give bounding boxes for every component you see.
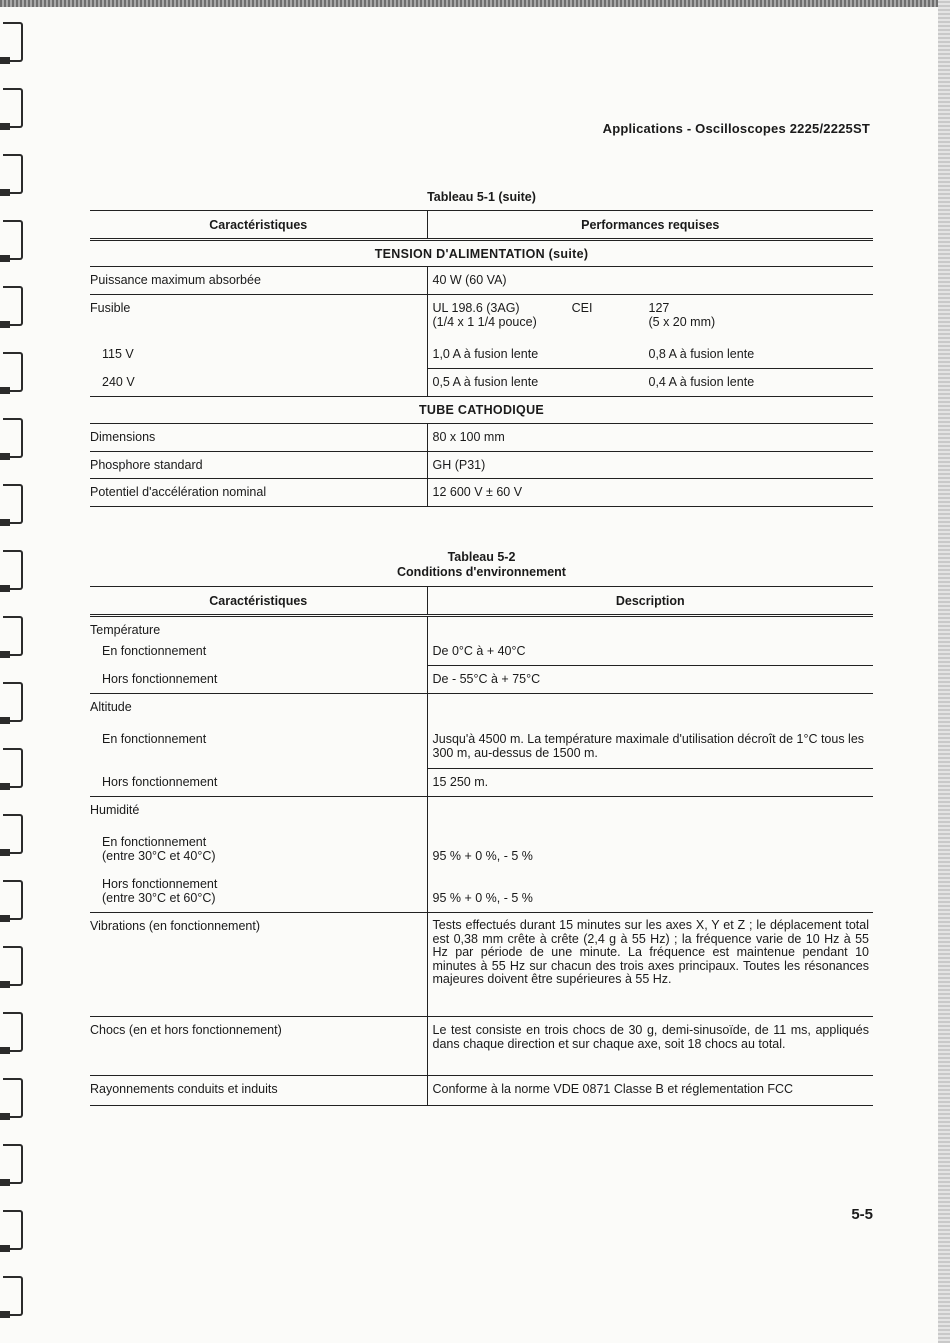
table2-caption-title: Conditions d'environnement xyxy=(397,565,566,579)
row-label-humidite: Humidité xyxy=(90,803,140,817)
binding-ring xyxy=(3,154,23,194)
hum-nop-label: Hors fonctionnement xyxy=(102,876,218,891)
hum-nop-range: (entre 30°C et 60°C) xyxy=(102,890,216,905)
row-label-temperature: Température xyxy=(90,623,161,637)
row-value-potentiel: 12 600 V ± 60 V xyxy=(427,479,873,507)
binding-ring xyxy=(3,418,23,458)
binding-ring xyxy=(3,814,23,854)
row-label-fusible: Fusible xyxy=(90,301,131,315)
binding-ring xyxy=(3,1210,23,1250)
row-value-rayonnements: Conforme à la norme VDE 0871 Classe B et réglementation FCC xyxy=(427,1076,873,1106)
table1 xyxy=(90,210,873,507)
binding-ring xyxy=(3,880,23,920)
115v-cei-value: 0,8 A à fusion lente xyxy=(648,346,755,361)
temp-op-value: De 0°C à + 40°C xyxy=(427,638,873,666)
table1-caption: Tableau 5-1 (suite) xyxy=(427,190,536,204)
table1-col-performance: Performances requises xyxy=(427,211,873,240)
table2-col-description: Description xyxy=(427,587,873,616)
240v-cei-value: 0,4 A à fusion lente xyxy=(648,375,755,389)
scan-right-edge xyxy=(938,0,950,1343)
row-label-240v: 240 V xyxy=(102,374,135,389)
table2 xyxy=(90,586,873,1106)
page-number: 5-5 xyxy=(851,1206,873,1223)
binding-ring xyxy=(3,682,23,722)
hum-op-value: 95 % + 0 %, - 5 % xyxy=(427,819,873,871)
row-label-chocs: Chocs (en et hors fonctionnement) xyxy=(90,1017,427,1076)
row-value-vibrations: Tests effectués durant 15 minutes sur les axes X, Y et Z ; le déplacement total est 0,38 mm crête à crête (2,4 g à 55 Hz) ; la fréquence varie de 10 Hz à 55 Hz par période de une minute. La fréquence est maintenue pendant 10 minutes à 55 Hz sur chacun des trois axes principaux. Toutes les résonances majeures doivent être supérieures à 55 Hz. xyxy=(427,913,873,1017)
row-label-altitude: Altitude xyxy=(90,700,132,714)
115v-ul-value: 1,0 A à fusion lente xyxy=(432,346,539,361)
alt-nop-label: Hors fonctionnement xyxy=(102,774,218,789)
binding-ring xyxy=(3,1078,23,1118)
fusible-ul-size: (1/4 x 1 1/4 pouce) xyxy=(432,315,537,329)
scan-top-edge xyxy=(0,0,950,7)
row-label-phosphore: Phosphore standard xyxy=(90,452,427,479)
binding-ring xyxy=(3,550,23,590)
temp-nop-value: De - 55°C à + 75°C xyxy=(427,666,873,694)
alt-op-label: En fonctionnement xyxy=(102,731,207,746)
temp-op-label: En fonctionnement xyxy=(102,643,207,658)
240v-ul-value: 0,5 A à fusion lente xyxy=(432,375,539,389)
spiral-binding xyxy=(0,8,30,1343)
binding-ring xyxy=(3,220,23,260)
table2-caption-number: Tableau 5-2 xyxy=(447,550,516,564)
binding-ring xyxy=(3,88,23,128)
binding-ring xyxy=(3,1012,23,1052)
row-value-dimensions: 80 x 100 mm xyxy=(427,424,873,452)
fusible-cei-label: CEI xyxy=(571,301,593,315)
row-value-chocs: Le test consiste en trois chocs de 30 g, demi-sinusoïde, de 11 ms, appliqués dans chaque direction et sur chaque axe, soit 18 chocs au total. xyxy=(427,1017,873,1076)
fusible-cei-spec: 127 xyxy=(648,301,670,315)
row-label-puissance: Puissance maximum absorbée xyxy=(90,267,427,295)
binding-ring xyxy=(3,1144,23,1184)
row-value-puissance: 40 W (60 VA) xyxy=(427,267,873,295)
page-header: Applications - Oscilloscopes 2225/2225ST xyxy=(602,121,870,136)
fusible-cei-size: (5 x 20 mm) xyxy=(648,315,716,329)
binding-ring xyxy=(3,484,23,524)
row-label-dimensions: Dimensions xyxy=(90,424,427,452)
table1-col-characteristics: Caractéristiques xyxy=(90,211,427,240)
section-tube: TUBE CATHODIQUE xyxy=(90,397,873,424)
row-label-rayonnements: Rayonnements conduits et induits xyxy=(90,1076,427,1106)
row-label-vibrations: Vibrations (en fonctionnement) xyxy=(90,913,427,1017)
hum-nop-value: 95 % + 0 %, - 5 % xyxy=(427,871,873,913)
row-label-115v: 115 V xyxy=(102,346,134,361)
alt-nop-value: 15 250 m. xyxy=(427,769,873,797)
section-tension: TENSION D'ALIMENTATION (suite) xyxy=(90,240,873,267)
binding-ring xyxy=(3,1276,23,1316)
row-label-potentiel: Potentiel d'accélération nominal xyxy=(90,479,427,507)
alt-op-value: Jusqu'à 4500 m. La température maximale d'utilisation décroît de 1°C tous les 300 m, au-dessus de 1500 m. xyxy=(427,716,873,769)
hum-op-range: (entre 30°C et 40°C) xyxy=(102,848,216,863)
table2-caption xyxy=(90,550,873,580)
temp-nop-label: Hors fonctionnement xyxy=(102,671,218,686)
table2-col-characteristics: Caractéristiques xyxy=(90,587,427,616)
binding-ring xyxy=(3,616,23,656)
binding-ring xyxy=(3,946,23,986)
binding-ring xyxy=(3,748,23,788)
row-value-phosphore: GH (P31) xyxy=(427,452,873,479)
binding-ring xyxy=(3,286,23,326)
fusible-ul-spec: UL 198.6 (3AG) xyxy=(432,301,520,315)
binding-ring xyxy=(3,352,23,392)
row-value-fusible xyxy=(427,295,873,341)
binding-ring xyxy=(3,22,23,62)
hum-op-label: En fonctionnement xyxy=(102,834,207,849)
